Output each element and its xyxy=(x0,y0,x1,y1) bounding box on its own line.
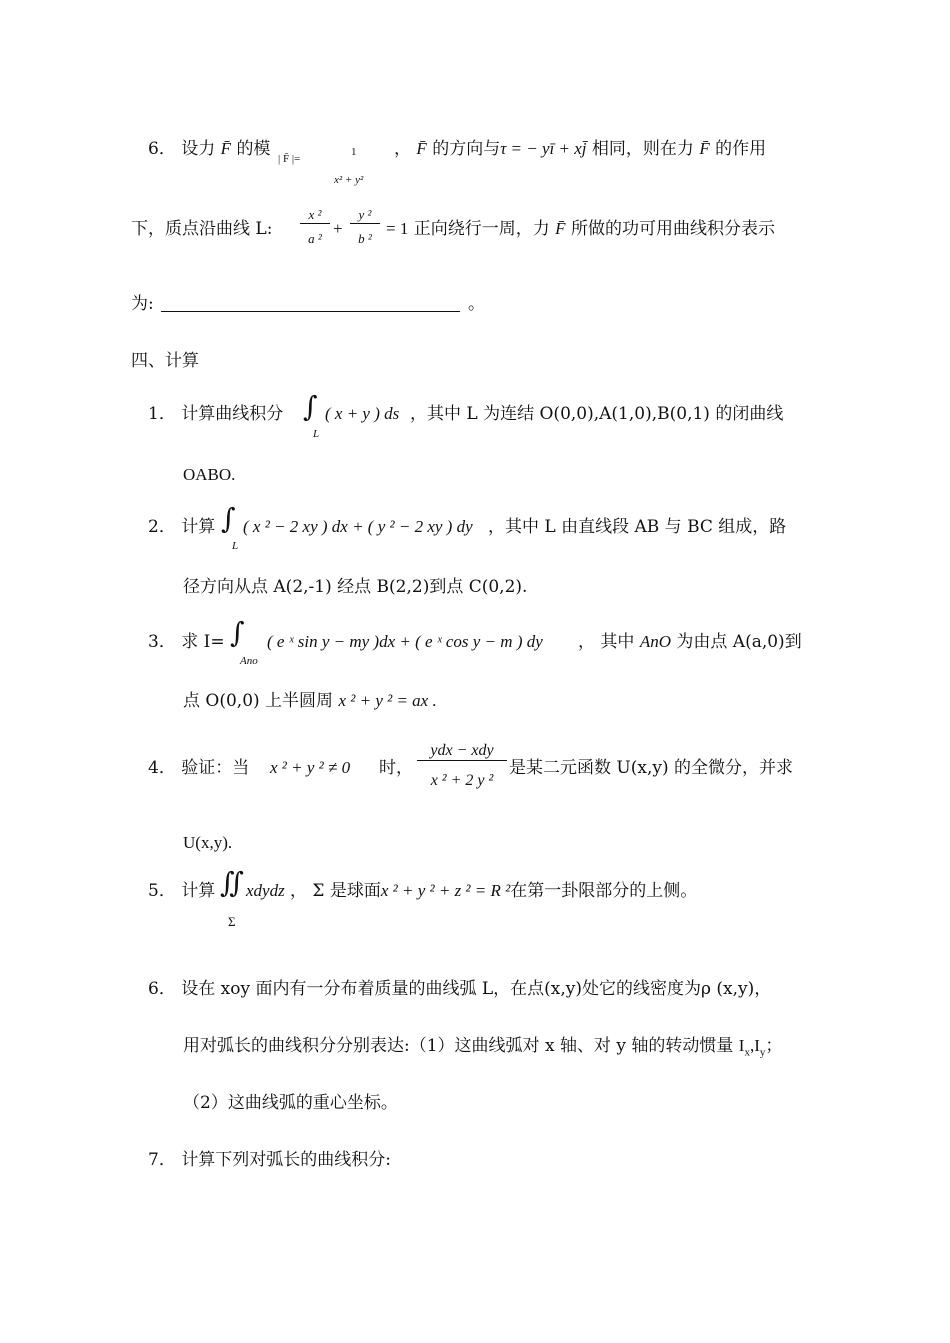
text: 设力 xyxy=(181,139,216,159)
text: 用对弧长的曲线积分分别表达:（1）这曲线弧对 x 轴、对 y 轴的转动惯量 xyxy=(183,1036,734,1056)
problem-number: 7． xyxy=(148,1150,176,1170)
intro-line3-end: 。 xyxy=(468,294,485,314)
text: 计算 xyxy=(181,881,216,901)
ellipse-x-numerator: x ² xyxy=(300,207,330,224)
fraction-denominator: x ² + 2 y ² xyxy=(430,772,494,789)
text: 验证：当 xyxy=(181,758,250,778)
problem-line2: OABO. xyxy=(183,465,236,484)
ellipse-x-denominator: a ² xyxy=(308,231,322,246)
moment-symbol: ,I xyxy=(749,1036,760,1055)
problem-number: 3． xyxy=(148,632,176,652)
condition: x ² + y ² ≠ 0 xyxy=(270,758,351,777)
intro-line3 xyxy=(131,293,154,315)
fraction-numerator: ydx − xdy xyxy=(417,742,507,761)
problem-4 xyxy=(148,757,249,779)
problem-3 xyxy=(148,631,225,653)
tau-expression: τ = − yī + xj̄ xyxy=(500,139,587,158)
text: 为由点 A(a,0)到 xyxy=(676,632,802,652)
integral-sign: ∫ xyxy=(303,390,318,423)
problem-text xyxy=(578,631,802,653)
text: 计算 xyxy=(181,517,216,537)
text: 在第一卦限部分的上侧。 xyxy=(510,881,698,901)
text: 时， xyxy=(379,758,413,778)
integrand: ( e ˣ sin y − my )dx + ( e ˣ cos y − m ) dy xyxy=(267,632,543,651)
problem-line3: （2）这曲线弧的重心坐标。 xyxy=(183,1093,398,1113)
problem-line2 xyxy=(183,1035,782,1063)
curve-name: AnO xyxy=(639,632,671,651)
text: 的方向与 xyxy=(432,139,501,159)
problem-text xyxy=(290,880,697,902)
integral-subscript: Σ xyxy=(228,914,236,929)
intro-line1-rest xyxy=(394,138,766,160)
sphere-equation: x ² + y ² + z ² = R ² xyxy=(380,881,511,900)
text: 为: xyxy=(131,294,154,314)
semicircle-equation: x ² + y ² = ax . xyxy=(338,691,437,710)
problem-7 xyxy=(148,1149,391,1171)
problem-number: 6． xyxy=(148,139,176,159)
text: 是球面 xyxy=(329,881,381,901)
problem-number: 4． xyxy=(148,758,176,778)
modulus-denominator: x² + y² xyxy=(334,174,364,186)
ellipse-y-numerator: y ² xyxy=(350,207,380,224)
problem-line2 xyxy=(183,690,437,712)
integrand: xdydz xyxy=(246,881,285,900)
intro-line2 xyxy=(131,218,272,240)
problem-number: 1． xyxy=(148,404,176,424)
problem-2 xyxy=(148,516,215,538)
text: ； xyxy=(765,1036,783,1056)
double-integral-sign: ∬ xyxy=(220,866,244,899)
problem-number: 5． xyxy=(148,881,176,901)
problem-number: 2． xyxy=(148,517,176,537)
sigma-symbol: Σ xyxy=(312,881,325,901)
ellipse-equals: = 1 xyxy=(386,219,409,238)
integral-sign: ∫ xyxy=(230,616,245,649)
text: ， xyxy=(394,139,411,159)
modulus-label: | F̄ |= xyxy=(278,153,301,165)
problem-5 xyxy=(148,880,215,902)
text: ， xyxy=(290,881,307,901)
force-vector: F̄ xyxy=(699,139,710,158)
intro-problem xyxy=(148,138,270,160)
integrand: ( x ² − 2 xy ) dx + ( y ² − 2 xy ) dy xyxy=(243,517,473,536)
text: ， 其中 xyxy=(578,632,635,652)
force-vector: F̄ xyxy=(220,139,232,158)
text: 下，质点沿曲线 L: xyxy=(131,219,273,239)
subscript-x: x xyxy=(744,1046,750,1059)
integral-subscript: L xyxy=(232,540,239,552)
text: 计算下列对弧长的曲线积分: xyxy=(181,1150,391,1170)
integral-subscript: Ano xyxy=(240,655,258,667)
problem-1 xyxy=(148,403,283,425)
problem-text: ，其中 L 为连结 O(0,0),A(1,0),B(0,1) 的闭曲线 xyxy=(410,404,784,424)
force-vector: F̄ xyxy=(416,139,427,158)
problem-6 xyxy=(148,978,771,1000)
integrand: ( x + y ) ds xyxy=(325,404,400,423)
text: 的模 xyxy=(236,139,271,159)
integral-subscript: L xyxy=(313,428,320,440)
answer-blank[interactable] xyxy=(161,311,460,312)
moment-symbol: I xyxy=(738,1036,745,1055)
ellipse-y-denominator: b ² xyxy=(358,231,372,246)
problem-number: 6． xyxy=(148,979,176,999)
subscript-y: y xyxy=(759,1046,766,1059)
section-title: 四、计算 xyxy=(131,351,199,371)
text: 求 I= xyxy=(181,632,225,652)
text: 设在 xoy 面内有一分布着质量的曲线弧 L，在点(x,y)处它的线密度为ρ (x,y)， xyxy=(181,979,772,999)
text: 正向绕行一周，力 xyxy=(413,219,550,239)
force-vector: F̄ xyxy=(555,219,566,238)
problem-text: 是某二元函数 U(x,y) 的全微分，并求 xyxy=(509,758,793,778)
text: 所做的功可用曲线积分表示 xyxy=(570,219,775,239)
intro-line2-rest xyxy=(386,218,775,240)
integral-sign: ∫ xyxy=(221,502,236,535)
text: 点 O(0,0) 上半圆周 xyxy=(183,691,334,711)
problem-line2: U(x,y). xyxy=(183,833,233,852)
text: 的作用 xyxy=(715,139,767,159)
modulus-numerator: 1 xyxy=(351,146,357,158)
text: 计算曲线积分 xyxy=(181,404,284,424)
problem-line2: 径方向从点 A(2,-1) 经点 B(2,2)到点 C(0,2). xyxy=(183,577,528,597)
text: 相同，则在力 xyxy=(591,139,694,159)
problem-text: ，其中 L 由直线段 AB 与 BC 组成，路 xyxy=(488,517,787,537)
ellipse-plus: + xyxy=(333,219,343,238)
